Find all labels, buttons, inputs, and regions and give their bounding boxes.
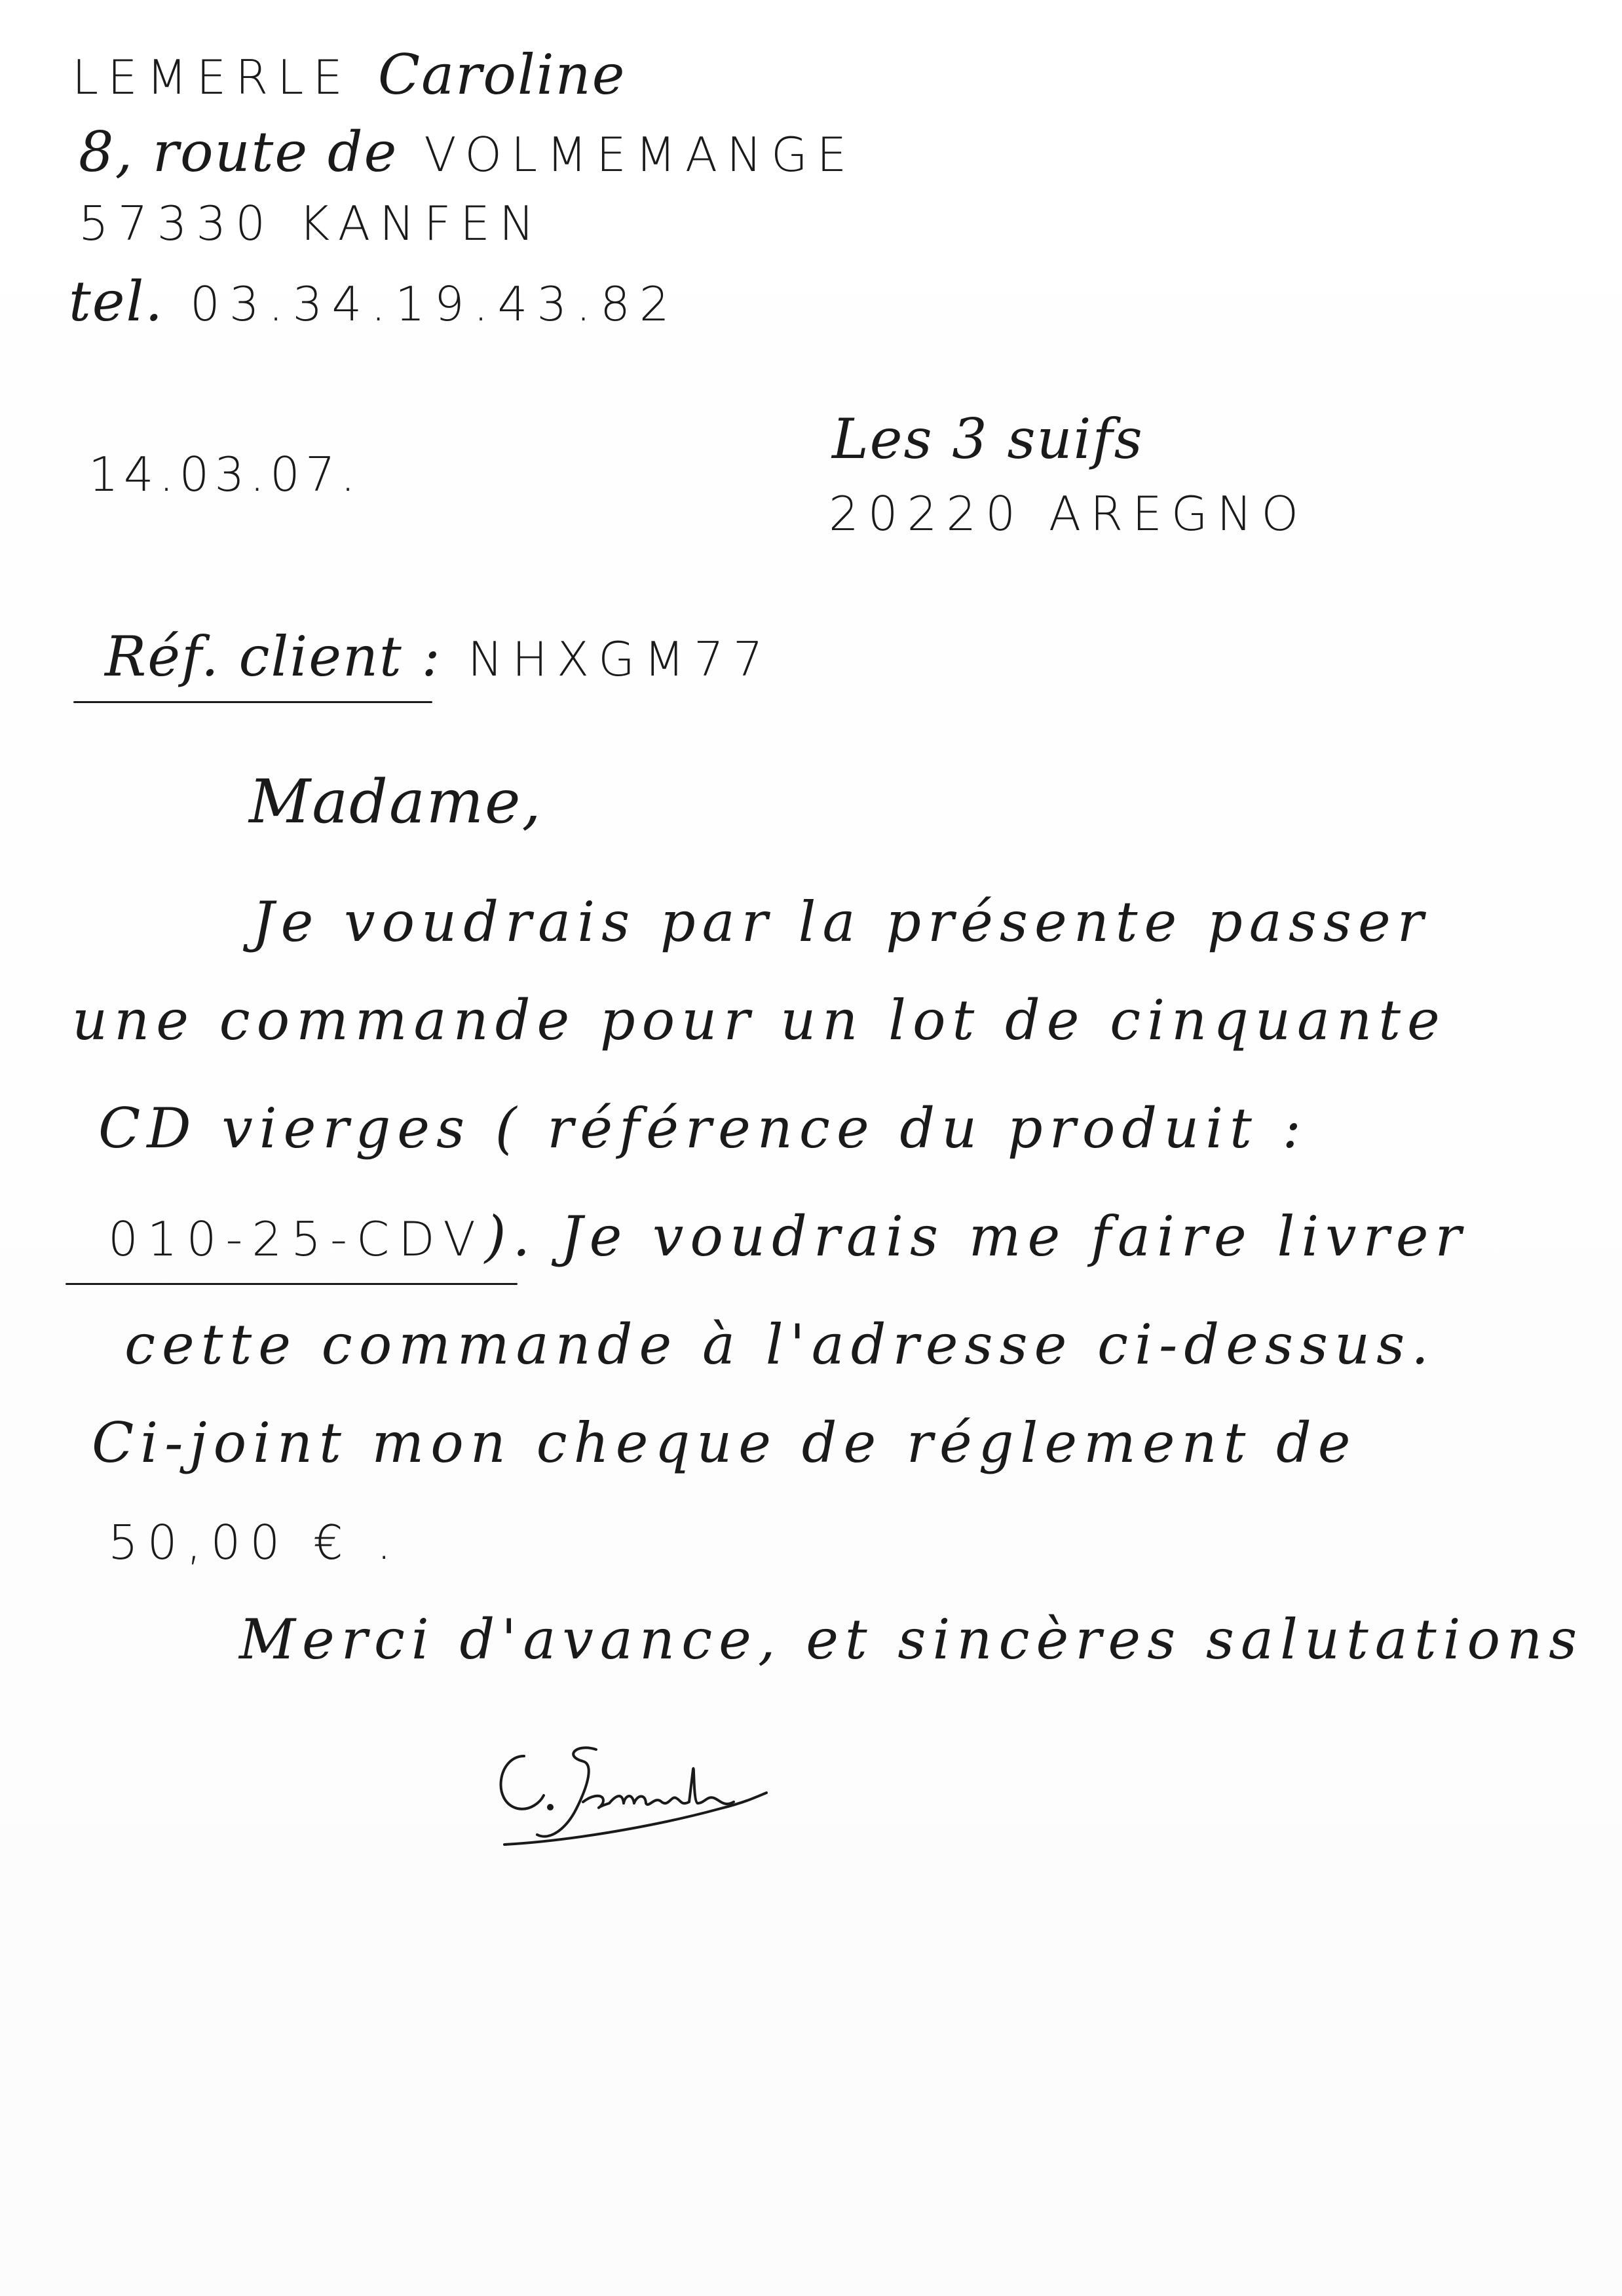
sender-phone-prefix: tel. — [69, 269, 164, 334]
reference-line — [105, 624, 772, 689]
body-line-2: une commande pour un lot de cinquante — [72, 988, 1446, 1052]
body-line-4 — [108, 1204, 1468, 1269]
sender-street-line — [79, 120, 856, 184]
sender-street-name: VOLMEMANGE — [424, 127, 856, 182]
sender-phone: 03.34.19.43.82 — [190, 277, 679, 332]
signature — [485, 1730, 780, 1854]
sender-surname: LEMERLE — [72, 50, 352, 105]
reference-label: Réf. client : — [105, 624, 442, 689]
body-line-5: cette commande à l'adresse ci-dessus. — [124, 1312, 1435, 1377]
body-line-1: Je voudrais par la présente passer — [252, 890, 1430, 954]
product-code: 010-25-CDV — [108, 1212, 485, 1267]
letter-date: 14.03.07. — [88, 447, 361, 502]
recipient-city: 20220 AREGNO — [829, 486, 1308, 541]
body-line-7: 50,00 € . — [108, 1515, 401, 1570]
closing-line: Merci d'avance, et sincères salutations — [239, 1607, 1584, 1672]
sender-phone-line — [69, 269, 679, 334]
product-code-underline — [66, 1283, 518, 1285]
reference-underline — [73, 701, 432, 703]
body-line-4-rest: ). Je voudrais me faire livrer — [484, 1204, 1468, 1269]
body-line-3: CD vierges ( référence du produit : — [98, 1096, 1308, 1160]
sender-name-line — [72, 43, 626, 107]
salutation: Madame, — [249, 767, 542, 837]
sender-street-prefix: 8, route de — [79, 120, 398, 184]
recipient-name: Les 3 suifs — [832, 407, 1144, 471]
body-line-6: Ci-joint mon cheque de réglement de — [92, 1411, 1357, 1475]
sender-city: 57330 KANFEN — [79, 196, 544, 251]
sender-firstname: Caroline — [377, 43, 626, 107]
reference-value: NHXGM77 — [467, 632, 772, 687]
